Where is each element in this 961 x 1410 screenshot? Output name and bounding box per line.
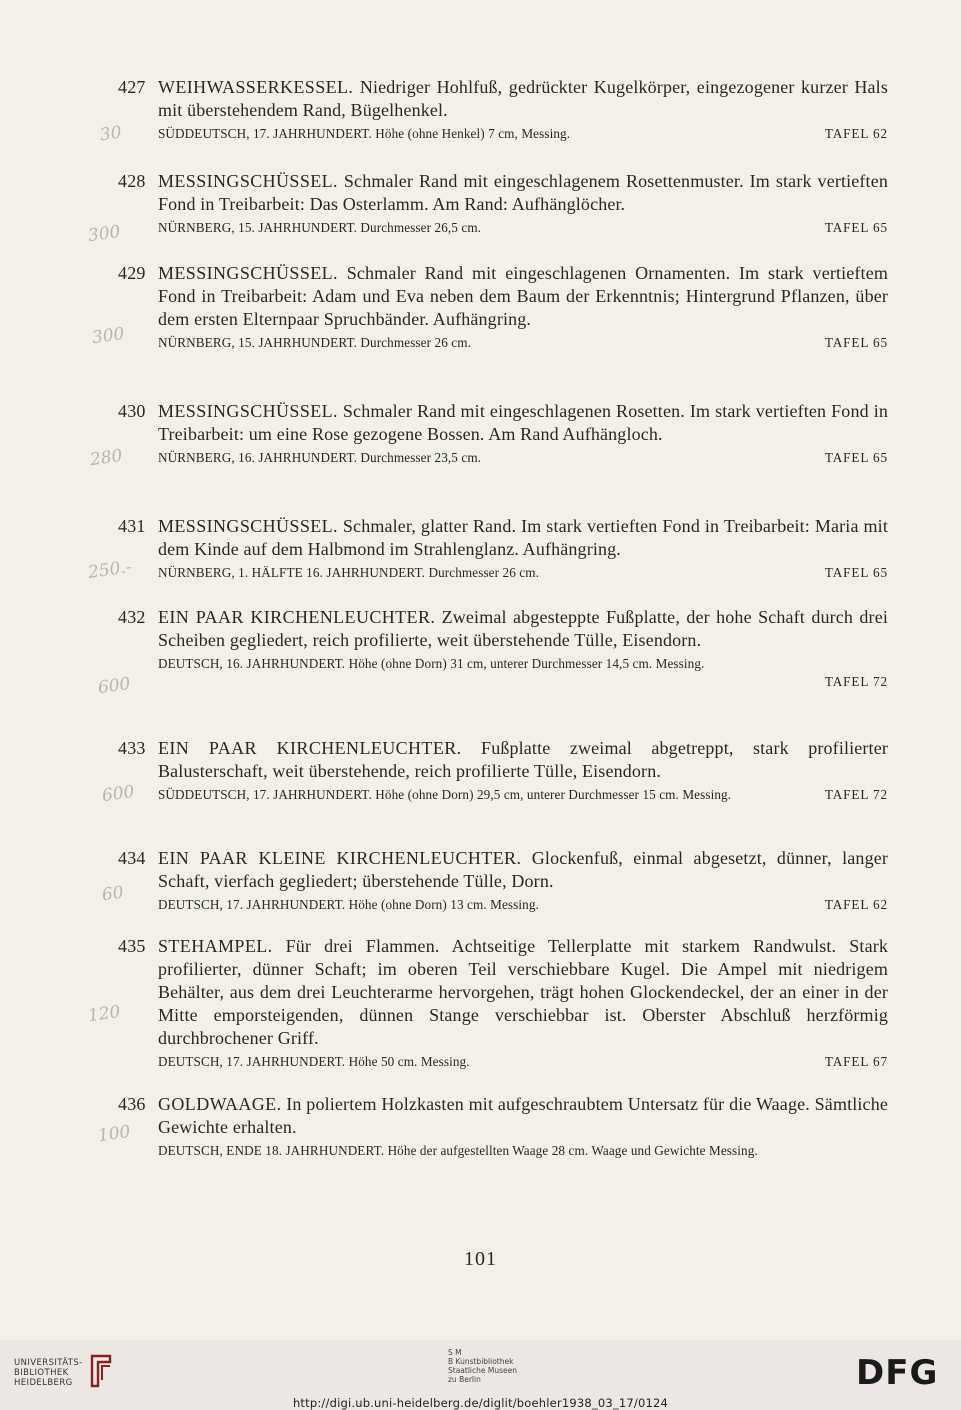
entry-origin: NÜRNBERG, 16. JAHRHUNDERT. <box>158 450 358 465</box>
catalog-entry-432 <box>118 606 888 691</box>
entry-origin: DEUTSCH, 17. JAHRHUNDERT. <box>158 897 346 912</box>
university-logo-icon <box>88 1350 114 1390</box>
university-library-label <box>14 1358 83 1388</box>
entry-meta <box>158 896 888 914</box>
entry-text: Schmaler Rand mit eingeschlagenen Rosetten. Im stark vertieften Fond in Treibarbeit: um eine Rose gezogene Bossen. Am Rand Aufhängloch. <box>158 401 888 444</box>
entry-number: 429 <box>118 263 146 283</box>
entry-meta <box>158 655 888 689</box>
entry-origin: NÜRNBERG, 15. JAHRHUNDERT. <box>158 335 358 350</box>
entry-plate: TAFEL 62 <box>824 126 888 141</box>
library-stamp-line: B Kunstbibliothek <box>448 1357 514 1366</box>
handwritten-price-note: 600 <box>100 781 136 807</box>
handwritten-price-note: 250.- <box>86 557 133 583</box>
entry-plate: TAFEL 65 <box>824 220 888 235</box>
entry-meta <box>158 1053 888 1071</box>
entry-description <box>158 170 888 216</box>
entry-plate: TAFEL 72 <box>824 787 888 802</box>
entry-origin: NÜRNBERG, 15. JAHRHUNDERT. <box>158 220 358 235</box>
catalog-entry-435 <box>118 935 888 1071</box>
entry-text: In poliertem Holzkasten mit aufgeschraubtem Untersatz für die Waage. Sämtliche Gewichte erhalten. <box>158 1094 888 1137</box>
entry-head: MESSINGSCHÜSSEL. <box>158 171 338 191</box>
entry-origin: DEUTSCH, ENDE 18. JAHRHUNDERT. <box>158 1143 385 1158</box>
entry-number: 433 <box>118 738 146 758</box>
entry-meta <box>158 219 888 237</box>
entry-details: Höhe (ohne Dorn) 31 cm, unterer Durchmesser 14,5 cm. Messing. <box>348 656 705 671</box>
entry-meta <box>158 1142 888 1160</box>
entry-details: Höhe (ohne Henkel) 7 cm, Messing. <box>375 126 571 141</box>
entry-number: 434 <box>118 848 146 868</box>
entry-details: Höhe 50 cm. Messing. <box>348 1054 470 1069</box>
library-stamp <box>448 1348 517 1384</box>
page-number: 101 <box>464 1248 497 1270</box>
entry-head: GOLDWAAGE. <box>158 1094 282 1114</box>
digitization-footer <box>0 1340 961 1410</box>
entry-number: 436 <box>118 1094 146 1114</box>
entry-text: Glockenfuß, einmal abgesetzt, dünner, langer Schaft, vierfach gegliedert; überstehende Tülle, Dorn. <box>158 848 888 891</box>
entry-details: Durchmesser 26 cm. <box>360 335 471 350</box>
university-line: HEIDELBERG <box>14 1378 73 1388</box>
entry-description <box>158 606 888 652</box>
entry-plate: TAFEL 72 <box>824 674 888 689</box>
handwritten-price-note: 600 <box>96 673 132 699</box>
university-line: BIBLIOTHEK <box>14 1368 69 1378</box>
entry-description <box>158 400 888 446</box>
entry-number: 427 <box>118 77 146 97</box>
entry-number: 431 <box>118 516 146 536</box>
entry-text: Schmaler Rand mit eingeschlagenen Ornamenten. Im stark vertieftem Fond in Treibarbeit: Adam und Eva neben dem Baum der Erkenntnis; Hintergrund Pflanzen, über dem ersten Elternpaar Spruchbänder. Aufhängring. <box>158 263 889 329</box>
catalog-entry-434 <box>118 847 888 914</box>
entry-text: Fußplatte zweimal abgetreppt, stark profilierter Balusterschaft, weit überstehende, reich profilierte Tülle, Eisendorn. <box>158 738 888 781</box>
entry-details: Höhe (ohne Dorn) 29,5 cm, unterer Durchmesser 15 cm. Messing. <box>375 787 732 802</box>
catalog-entry-431 <box>118 515 888 582</box>
handwritten-price-note: 280 <box>88 445 124 471</box>
entry-origin: SÜDDEUTSCH, 17. JAHRHUNDERT. <box>158 787 372 802</box>
dfg-logo-text: DFG <box>856 1354 939 1388</box>
entry-meta <box>158 449 888 467</box>
entry-description <box>158 262 888 331</box>
library-stamp-line: S M <box>448 1348 462 1357</box>
entry-number: 430 <box>118 401 146 421</box>
entry-description <box>158 1093 888 1139</box>
entry-description <box>158 76 888 122</box>
dfg-logo-icon <box>856 1354 948 1388</box>
entry-meta <box>158 334 888 352</box>
entry-head: STEHAMPEL. <box>158 936 273 956</box>
handwritten-price-note: 100 <box>96 1121 132 1147</box>
catalog-entry-428 <box>118 170 888 237</box>
handwritten-price-note: 120 <box>86 1001 122 1027</box>
entry-origin: DEUTSCH, 17. JAHRHUNDERT. <box>158 1054 346 1069</box>
catalog-entry-433 <box>118 737 888 804</box>
catalog-entry-429 <box>118 262 888 352</box>
entry-number: 432 <box>118 607 146 627</box>
entry-head: WEIHWASSERKESSEL. <box>158 77 354 97</box>
entry-details: Durchmesser 23,5 cm. <box>360 450 482 465</box>
entry-description <box>158 515 888 561</box>
entry-description <box>158 935 888 1050</box>
entry-head: MESSINGSCHÜSSEL. <box>158 263 338 283</box>
entry-text: Schmaler Rand mit eingeschlagenem Rosettenmuster. Im stark vertieften Fond in Treibarbeit: Das Osterlamm. Am Rand: Aufhänglöcher. <box>158 171 889 214</box>
entry-details: Durchmesser 26 cm. <box>428 565 540 580</box>
entry-origin: NÜRNBERG, 1. HÄLFTE 16. JAHRHUNDERT. <box>158 565 426 580</box>
entry-plate: TAFEL 62 <box>824 897 888 912</box>
entry-plate: TAFEL 65 <box>824 335 888 350</box>
entry-head: EIN PAAR KIRCHENLEUCHTER. <box>158 738 462 758</box>
entry-text: Niedriger Hohlfuß, gedrückter Kugelkörper, eingezogener kurzer Hals mit überstehendem Rand, Bügelhenkel. <box>158 77 888 120</box>
library-stamp-line: Staatliche Museen <box>448 1366 517 1375</box>
catalog-entry-430 <box>118 400 888 467</box>
entry-text: Schmaler, glatter Rand. Im stark vertieften Fond in Treibarbeit: Maria mit dem Kinde auf dem Halbmond im Strahlenglanz. Aufhängring. <box>158 516 888 559</box>
university-line: UNIVERSITÄTS- <box>14 1358 83 1368</box>
entry-description <box>158 737 888 783</box>
entry-details: Höhe (ohne Dorn) 13 cm. Messing. <box>348 897 539 912</box>
catalog-entry-427 <box>118 76 888 143</box>
handwritten-price-note: 300 <box>90 323 126 349</box>
entry-details: Durchmesser 26,5 cm. <box>360 220 482 235</box>
entry-plate: TAFEL 65 <box>824 450 888 465</box>
source-url-link[interactable]: http://digi.ub.uni-heidelberg.de/diglit/boehler1938_03_17/0124 <box>292 1396 669 1410</box>
entry-origin: SÜDDEUTSCH, 17. JAHRHUNDERT. <box>158 126 372 141</box>
handwritten-price-note: 300 <box>86 221 122 247</box>
entry-head: EIN PAAR KIRCHENLEUCHTER. <box>158 607 436 627</box>
entry-origin: DEUTSCH, 16. JAHRHUNDERT. <box>158 656 346 671</box>
entry-meta <box>158 125 888 143</box>
entry-meta <box>158 564 888 582</box>
entry-head: MESSINGSCHÜSSEL. <box>158 516 338 536</box>
entry-description <box>158 847 888 893</box>
handwritten-price-note: 30 <box>98 122 123 146</box>
handwritten-price-note: 60 <box>100 882 125 906</box>
entry-details: Höhe der aufgestellten Waage 28 cm. Waage und Gewichte Messing. <box>387 1143 758 1158</box>
catalog-entry-436 <box>118 1093 888 1160</box>
entry-text: Für drei Flammen. Achtseitige Tellerplatte mit starkem Randwulst. Stark profilierter, dünner Schaft; im oberen Teil verschiebbare Kugel. Die Ampel mit niedrigem Behälter, aus dem drei Leuchterarme hervorgehen, trägt hohen Glockendeckel, der an einer in der Mitte emporsteigenden, dünnen Stange verschiebbar ist. Oberster Abschluß herzförmig durchbrochener Griff. <box>158 936 889 1048</box>
entry-head: EIN PAAR KLEINE KIRCHENLEUCHTER. <box>158 848 522 868</box>
entry-number: 428 <box>118 171 146 191</box>
entry-number: 435 <box>118 936 146 956</box>
entry-text: Zweimal abgesteppte Fußplatte, der hohe Schaft durch drei Scheiben gegliedert, reich profilierte, weit überstehende Tülle, Eisendorn. <box>158 607 888 650</box>
entry-plate: TAFEL 65 <box>824 565 888 580</box>
library-stamp-line: zu Berlin <box>448 1375 481 1384</box>
entry-plate: TAFEL 67 <box>824 1054 888 1069</box>
entry-head: MESSINGSCHÜSSEL. <box>158 401 338 421</box>
entry-meta <box>158 786 888 804</box>
